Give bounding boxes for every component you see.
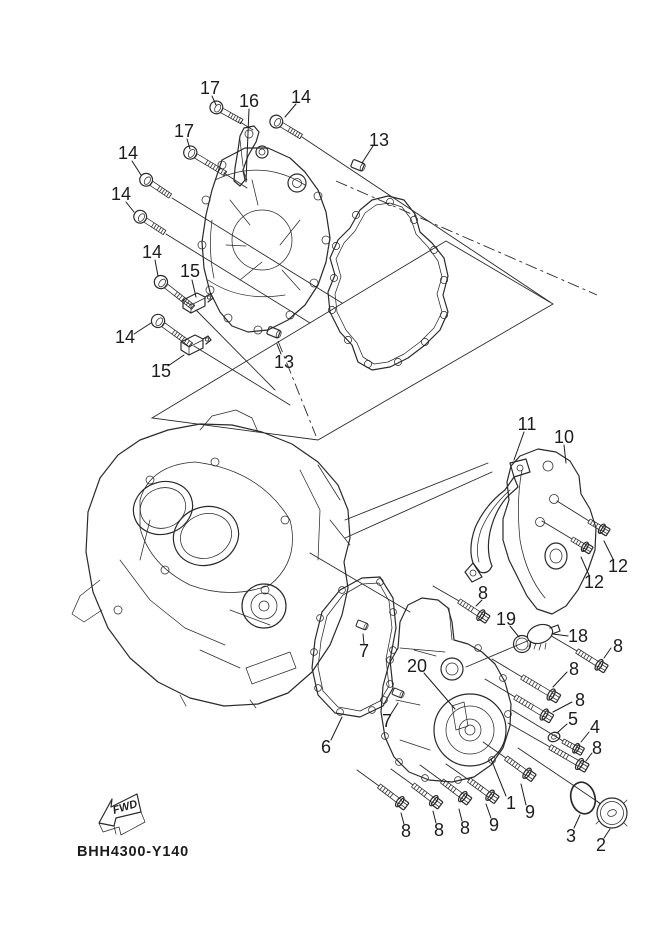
callout-20: 20 <box>406 656 428 676</box>
bolt-8-d <box>512 692 555 725</box>
callout-17: 17 <box>199 78 221 98</box>
bolt-14-c <box>131 208 168 238</box>
bolt-8-g <box>409 780 444 810</box>
callout-7: 7 <box>358 641 370 661</box>
callout-8: 8 <box>591 738 603 758</box>
leader-line-14 <box>155 260 158 276</box>
leader-line-8 <box>604 648 611 658</box>
leader-line-18 <box>553 634 568 636</box>
callout-2: 2 <box>595 835 607 855</box>
callout-15: 15 <box>179 261 201 281</box>
leader-line-11 <box>514 432 524 460</box>
bolt-8-c <box>519 672 562 705</box>
callout-14: 14 <box>117 143 139 163</box>
bolt-14-b <box>137 171 174 201</box>
bolt-12-a <box>586 517 611 537</box>
pin-13-mid <box>267 326 283 339</box>
bolts <box>131 99 611 812</box>
callout-13: 13 <box>368 130 390 150</box>
callout-8: 8 <box>612 636 624 656</box>
leader-line-6 <box>331 717 342 740</box>
gasket-bolt-holes <box>328 198 447 367</box>
leader-line-14 <box>132 161 141 175</box>
callout-8: 8 <box>400 821 412 841</box>
callout-8: 8 <box>477 583 489 603</box>
callout-9: 9 <box>488 815 500 835</box>
callout-17: 17 <box>173 121 195 141</box>
witness-lines <box>310 463 492 612</box>
alignment-plane <box>152 241 553 440</box>
bolt-8-f <box>375 781 410 811</box>
callout-10: 10 <box>553 427 575 447</box>
bolt-14-e <box>149 312 195 351</box>
leader-line-4 <box>581 732 589 742</box>
callout-8: 8 <box>568 659 580 679</box>
callout-14: 14 <box>110 184 132 204</box>
leader-line-7 <box>391 703 398 714</box>
fwd-arrow <box>99 794 145 835</box>
callout-12: 12 <box>583 572 605 592</box>
callout-14: 14 <box>141 242 163 262</box>
bolt-12-b <box>569 535 594 555</box>
engine-block <box>72 410 350 708</box>
part-code: BHH4300-Y140 <box>77 844 189 860</box>
cap-2 <box>596 798 627 828</box>
cable-clamps <box>181 293 213 355</box>
bolt-8-b <box>574 646 609 674</box>
bracket-11 <box>465 459 530 582</box>
cover-10 <box>503 449 596 614</box>
pin-7-lower <box>392 688 405 699</box>
leader-line-16 <box>246 109 249 182</box>
clutch-cover-assembly <box>198 126 330 334</box>
leader-line-8 <box>553 672 567 687</box>
callout-16: 16 <box>238 91 260 111</box>
callout-14: 14 <box>290 87 312 107</box>
callout-1: 1 <box>505 793 517 813</box>
leader-line-10 <box>564 445 566 463</box>
callout-8: 8 <box>433 820 445 840</box>
callout-18: 18 <box>567 626 589 646</box>
callout-13: 13 <box>273 352 295 372</box>
bolt-4 <box>560 736 585 756</box>
pin-13-top <box>351 159 367 172</box>
callout-3: 3 <box>565 826 577 846</box>
callout-14: 14 <box>114 327 136 347</box>
callout-labels <box>111 78 628 855</box>
stator-gasket-6 <box>311 577 397 717</box>
bolt-14-a <box>268 113 305 142</box>
leader-line-5 <box>557 724 567 733</box>
callout-15: 15 <box>150 361 172 381</box>
callout-4: 4 <box>589 717 601 737</box>
leader-line-20 <box>424 673 455 709</box>
callout-19: 19 <box>495 609 517 629</box>
centerlines <box>278 181 597 436</box>
fwd-label: FWD <box>111 798 139 817</box>
dowel-pins <box>267 159 406 698</box>
callout-5: 5 <box>567 709 579 729</box>
callout-11: 11 <box>517 414 537 434</box>
callout-6: 6 <box>320 737 332 757</box>
callout-8: 8 <box>574 690 586 710</box>
callout-9: 9 <box>524 802 536 822</box>
callout-12: 12 <box>607 556 629 576</box>
leader-line-14 <box>134 323 151 334</box>
pin-7-upper <box>356 620 369 631</box>
callout-7: 7 <box>381 711 393 731</box>
oring-3 <box>567 779 598 816</box>
callout-8: 8 <box>459 818 471 838</box>
